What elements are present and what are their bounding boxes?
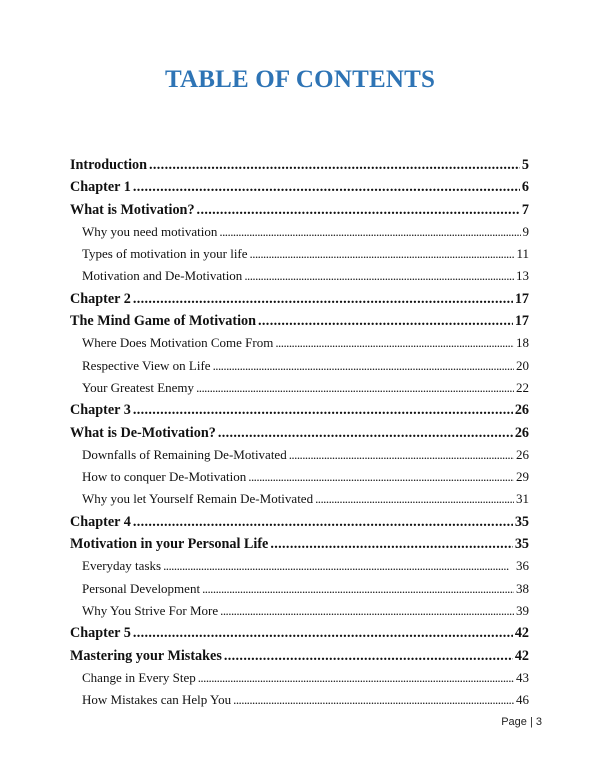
dot-leader: [218, 425, 513, 442]
dot-leader: [258, 313, 513, 330]
toc-entry[interactable]: [70, 291, 529, 313]
toc-entry-label: Respective View on Life: [82, 357, 211, 373]
toc-entry[interactable]: [70, 268, 529, 290]
dot-leader: [133, 291, 513, 308]
toc-entry-page-number: 7: [521, 201, 529, 218]
toc-entry-label: Chapter 3: [70, 402, 131, 419]
toc-entry[interactable]: [70, 692, 529, 714]
toc-entry-label: Why You Strive For More: [82, 602, 219, 618]
toc-entry-page-number: 20: [516, 357, 529, 373]
dot-leader: [244, 268, 514, 284]
toc-entry-label: Why you let Yourself Remain De-Motivated: [82, 491, 314, 507]
toc-entry[interactable]: [70, 514, 529, 536]
toc-entry[interactable]: [70, 603, 529, 625]
dot-leader: [133, 179, 520, 196]
toc-entry[interactable]: [70, 335, 529, 357]
toc-entry[interactable]: [70, 425, 529, 447]
toc-entry[interactable]: [70, 648, 529, 670]
toc-entry-page-number: 26: [516, 446, 529, 462]
toc-entry-label: Chapter 2: [70, 290, 131, 307]
toc-entry[interactable]: [70, 491, 529, 513]
toc-entry[interactable]: [70, 558, 529, 580]
page-number-footer: Page | 3: [501, 716, 542, 728]
toc-entry-label: Chapter 5: [70, 625, 131, 642]
toc-entry-label: Where Does Motivation Come From: [82, 335, 274, 351]
toc-entry[interactable]: [70, 625, 529, 647]
toc-entry-label: Chapter 4: [70, 513, 131, 530]
toc-entry-label: Types of motivation in your life: [82, 246, 248, 262]
toc-entry-label: Mastering your Mistakes: [70, 647, 222, 664]
toc-entry-label: What is Motivation?: [70, 201, 195, 218]
dot-leader: [197, 202, 520, 219]
toc-entry[interactable]: [70, 313, 529, 335]
toc-entry[interactable]: [70, 670, 529, 692]
toc-entry-label: Your Greatest Enemy: [82, 379, 195, 395]
toc-entry-page-number: 42: [514, 647, 529, 664]
toc-entry[interactable]: [70, 402, 529, 424]
toc-entry[interactable]: [70, 358, 529, 380]
toc-entry-page-number: 31: [516, 491, 529, 507]
toc-entry[interactable]: [70, 581, 529, 603]
toc-entry[interactable]: [70, 224, 529, 246]
dot-leader: [202, 581, 514, 597]
toc-entry[interactable]: [70, 202, 529, 224]
toc-entry-label: Everyday tasks: [82, 558, 162, 574]
toc-entry-label: The Mind Game of Motivation: [70, 313, 257, 330]
toc-entry-label: How to conquer De-Motivation: [82, 469, 247, 485]
dot-leader: [315, 491, 514, 507]
toc-entry-page-number: 18: [516, 335, 529, 351]
toc-entry[interactable]: [70, 246, 529, 268]
dot-leader: [275, 335, 514, 351]
toc-entry-page-number: 46: [516, 692, 529, 708]
dot-leader: [163, 558, 514, 574]
toc-entry-page-number: 5: [521, 157, 529, 173]
dot-leader: [149, 157, 520, 174]
toc-entry-page-number: 39: [516, 602, 529, 618]
toc-entry[interactable]: [70, 179, 529, 201]
toc-entry[interactable]: [70, 469, 529, 491]
toc-entry-page-number: 11: [516, 246, 529, 262]
toc-entry-page-number: 35: [514, 536, 529, 553]
toc-entry-page-number: 9: [522, 223, 529, 239]
toc-entry-page-number: 43: [516, 669, 529, 685]
dot-leader: [133, 402, 513, 419]
toc-entry-label: Why you need motivation: [82, 223, 218, 239]
dot-leader: [233, 692, 514, 708]
toc-entry[interactable]: [70, 447, 529, 469]
toc-entry-page-number: 36: [516, 558, 529, 574]
toc-entry-label: Chapter 1: [70, 179, 131, 196]
table-of-contents: [70, 157, 529, 714]
toc-entry[interactable]: [70, 380, 529, 402]
dot-leader: [248, 469, 514, 485]
toc-entry-page-number: 29: [516, 469, 529, 485]
toc-entry-page-number: 17: [514, 313, 529, 330]
toc-entry-page-number: 38: [516, 580, 529, 596]
toc-entry-label: Introduction: [70, 157, 147, 173]
dot-leader: [219, 224, 520, 240]
page-title: TABLE OF CONTENTS: [164, 66, 436, 93]
toc-entry[interactable]: [70, 536, 529, 558]
dot-leader: [224, 648, 513, 665]
dot-leader: [133, 514, 513, 531]
dot-leader: [220, 603, 514, 619]
toc-entry-label: Change in Every Step: [82, 669, 196, 685]
dot-leader: [289, 447, 514, 463]
toc-entry-page-number: 35: [514, 513, 529, 530]
toc-entry-page-number: 22: [516, 379, 529, 395]
dot-leader: [270, 536, 512, 553]
dot-leader: [213, 358, 514, 374]
toc-entry-page-number: 26: [514, 402, 529, 419]
toc-entry-label: Personal Development: [82, 580, 201, 596]
toc-entry-page-number: 6: [521, 179, 529, 196]
toc-entry-label: What is De-Motivation?: [70, 424, 216, 441]
toc-entry-label: Motivation and De-Motivation: [82, 268, 243, 284]
toc-entry-label: How Mistakes can Help You: [82, 692, 232, 708]
toc-entry-page-number: 13: [516, 268, 529, 284]
toc-entry-label: Motivation in your Personal Life: [70, 536, 269, 553]
dot-leader: [250, 246, 515, 262]
toc-entry-page-number: 42: [514, 625, 529, 642]
dot-leader: [196, 380, 514, 396]
toc-entry-page-number: 17: [514, 290, 529, 307]
dot-leader: [198, 670, 514, 686]
toc-entry-label: Downfalls of Remaining De-Motivated: [82, 446, 287, 462]
toc-entry[interactable]: [70, 157, 529, 179]
toc-entry-page-number: 26: [514, 424, 529, 441]
dot-leader: [133, 625, 513, 642]
